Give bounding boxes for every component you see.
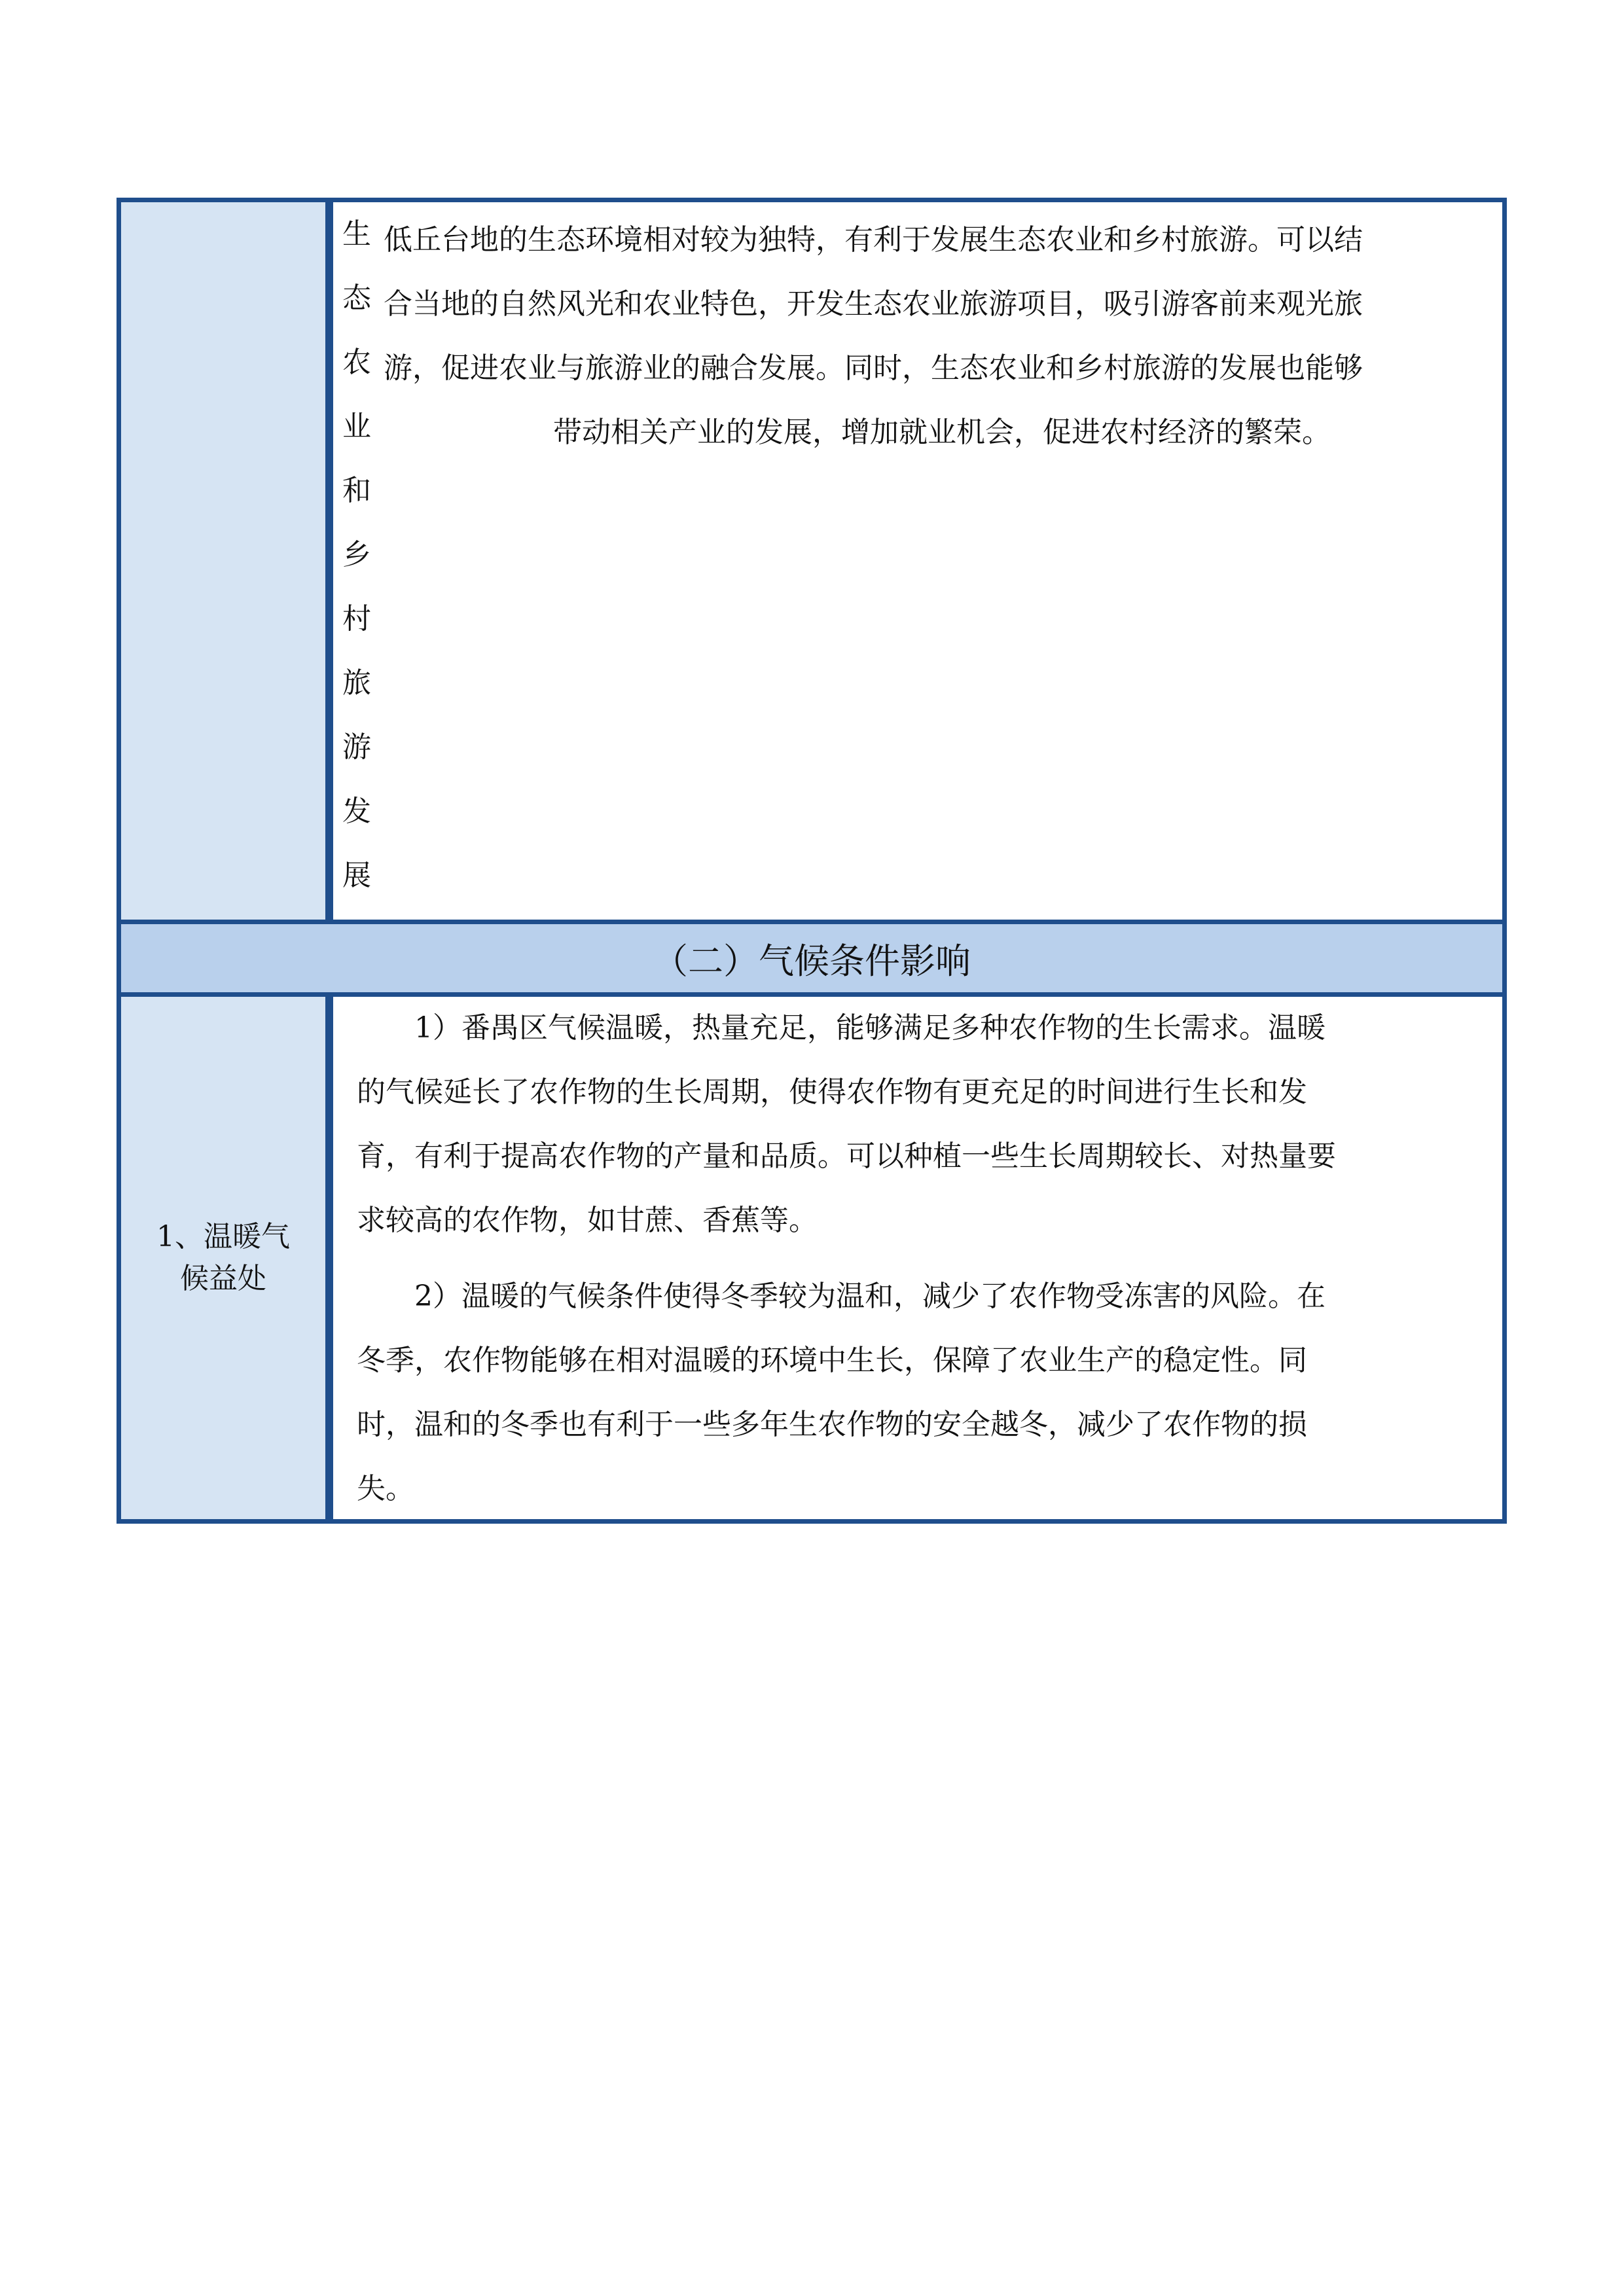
vertical-char: 和 (342, 474, 371, 507)
text-line: 1）番禺区气候温暖，热量充足，能够满足多种农作物的生长需求。温暖 (414, 1011, 1326, 1045)
vertical-char: 展 (342, 859, 371, 892)
table-frame (117, 198, 1507, 1524)
vertical-char: 态 (342, 281, 371, 315)
text-line: 带动相关产业的发展，增加就业机会，促进农村经济的繁荣。 (553, 416, 1331, 449)
vertical-char: 发 (342, 795, 371, 828)
text-line: 2）温暖的气候条件使得冬季较为温和，减少了农作物受冻害的风险。在 (414, 1280, 1326, 1313)
text-line: 游，促进农业与旅游业的融合发展。同时，生态农业和乡村旅游的发展也能够 (384, 351, 1363, 385)
vertical-char: 农 (342, 346, 371, 379)
text-line: 育，有利于提高农作物的产量和品质。可以种植一些生长周期较长、对热量要 (357, 1139, 1336, 1173)
text-line: 的气候延长了农作物的生长周期，使得农作物有更充足的时间进行生长和发 (357, 1075, 1307, 1109)
section-title: （二）气候条件影响 (653, 940, 971, 982)
vertical-char: 村 (342, 602, 371, 636)
text-line: 时，温和的冬季也有利于一些多年生农作物的安全越冬，减少了农作物的损 (357, 1408, 1307, 1441)
text-line: 求较高的农作物，如甘蔗、香蕉等。 (357, 1204, 818, 1237)
text-line: 失。 (357, 1472, 414, 1505)
text-line: 合当地的自然风光和农业特色，开发生态农业旅游项目，吸引游客前来观光旅 (384, 287, 1363, 321)
text-line: 低丘台地的生态环境相对较为独特，有利于发展生态农业和乡村旅游。可以结 (384, 223, 1363, 257)
vertical-char: 旅 (342, 666, 371, 700)
vertical-char: 游 (342, 730, 371, 764)
text-line: 冬季，农作物能够在相对温暖的环境中生长，保障了农业生产的稳定性。同 (357, 1344, 1307, 1377)
row2-label: 1、温暖气候益处 (156, 1220, 290, 1295)
vertical-char: 乡 (342, 538, 371, 571)
vertical-char: 生 (342, 217, 371, 251)
vertical-char: 业 (342, 410, 371, 443)
